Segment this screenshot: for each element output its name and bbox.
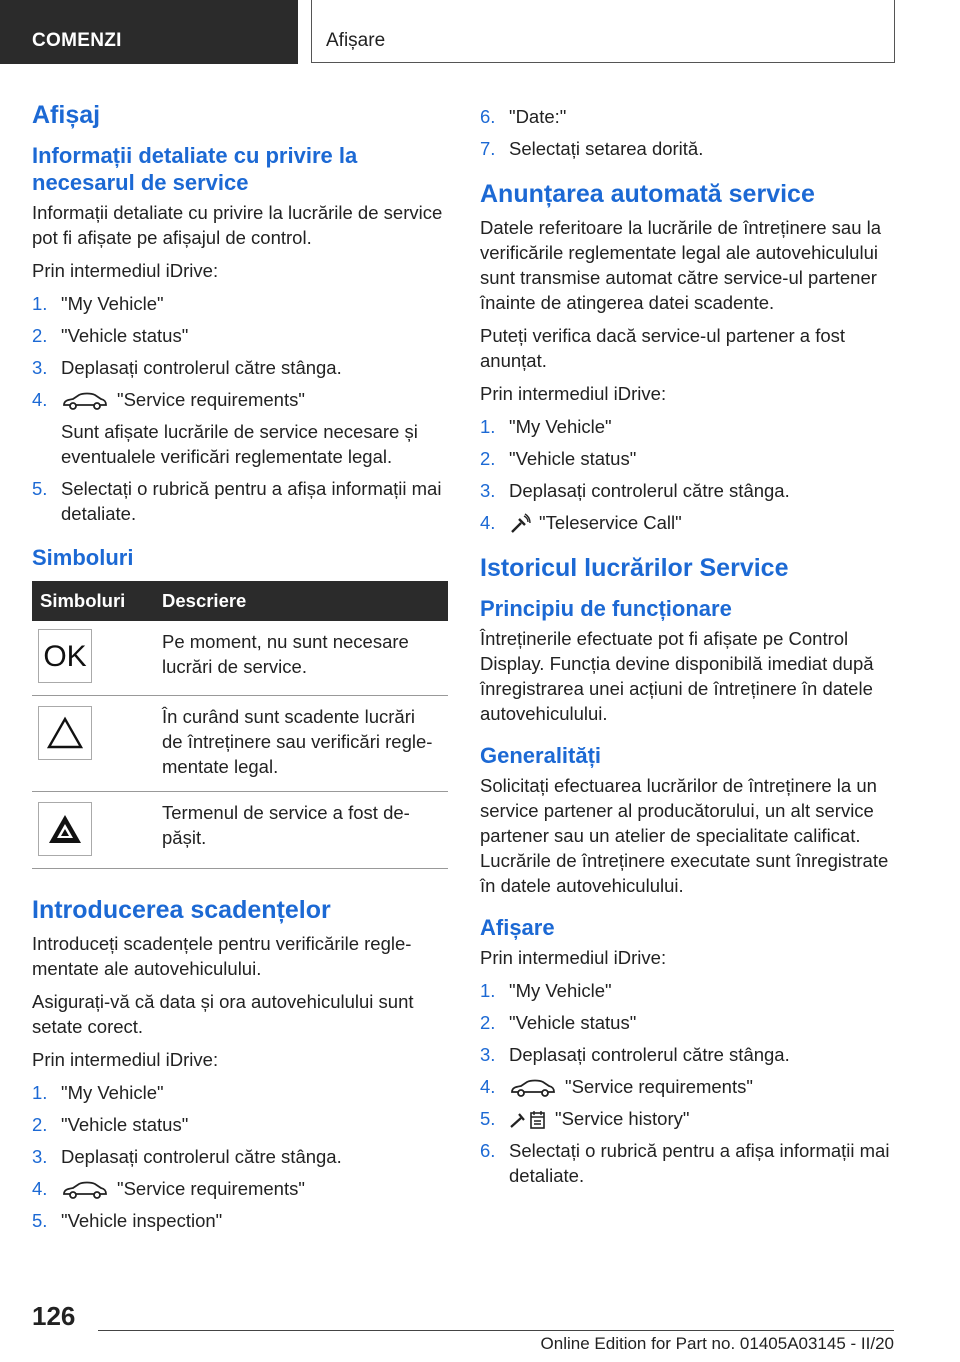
page-number: 126	[32, 1301, 76, 1331]
list-item: 7. Selectați setarea dorită.	[480, 138, 704, 159]
steps-list	[480, 978, 894, 1188]
list-item: 2. "Vehicle status"	[480, 448, 637, 469]
table-row: OK Pe moment, nu sunt necesare lucrări de service.	[32, 621, 448, 696]
teleservice-wrench-icon	[509, 513, 531, 535]
list-item: 3. Deplasați controlerul către stânga.	[480, 480, 790, 501]
paragraph: Prin intermediul iDrive:	[32, 1049, 219, 1070]
paragraph: Prin intermediul iDrive:	[32, 260, 219, 281]
list-item: 1. "My Vehicle"	[480, 416, 612, 437]
symbols-table	[32, 581, 448, 869]
heading-principiu: Principiu de funcționare	[480, 596, 732, 622]
heading-introducerea: Introducerea scadențelor	[32, 896, 331, 924]
header-chapter-label: Afișare	[326, 30, 386, 51]
warning-triangle-icon	[38, 706, 92, 760]
left-column	[32, 100, 448, 1243]
heading-simboluri: Simboluri	[32, 545, 134, 570]
table-row: În curând sunt scadente lucrări de întreținere sau verificări reglementate legal.	[32, 696, 448, 792]
header-chapter-tab	[311, 0, 895, 63]
paragraph: Introduceți scadențele pentru verificările reglementate ale autovehiculului.	[32, 933, 412, 979]
header-section-tab	[0, 0, 298, 64]
table-row: Termenul de service a fost depășit.	[32, 792, 448, 869]
list-item: 6. Selectați o rubrică pentru a afișa informații mai detaliate.	[480, 1140, 890, 1187]
list-item: 2. "Vehicle status"	[480, 1012, 637, 1034]
steps-list	[32, 1080, 448, 1233]
list-item: 5. Selectați o rubrică pentru a afișa informații mai detaliate.	[32, 478, 442, 524]
heading-afisaj: Afișaj	[32, 101, 101, 129]
paragraph: Prin intermediul iDrive:	[480, 383, 667, 404]
heading-generalitati: Generalități	[480, 743, 602, 769]
header-section-label: COMENZI	[32, 30, 122, 51]
list-item: 1. "My Vehicle"	[32, 293, 164, 314]
paragraph: Întreținerile efectuate pot fi afișate pe Control Display. Funcția devine disponibilă imediat după înregistrarea unei acțiuni de întreținere în datele autovehiculului.	[480, 628, 874, 725]
right-column	[480, 100, 894, 1198]
paragraph: Puteți verifica dacă service-ul partener a fost anunțat.	[480, 325, 846, 371]
list-item: 4. "Teleservice Call"	[480, 510, 894, 535]
ok-icon: OK	[38, 629, 92, 683]
list-item: 3. Deplasați controlerul către stânga.	[480, 1044, 790, 1066]
list-item: 5. "Vehicle inspection"	[32, 1210, 223, 1231]
footer-edition: Online Edition for Part no. 01405A03145 - II/20	[540, 1334, 894, 1353]
steps-list	[32, 291, 448, 526]
list-item: 4. "Service requirements"	[32, 1178, 305, 1199]
heading-anuntarea: Anunțarea automată service	[480, 180, 815, 208]
paragraph: Prin intermediul iDrive:	[480, 947, 667, 969]
paragraph: Datele referitoare la lucrările de întreținere sau la verificările reglementate legal ale autovehiculului sunt transmise automat către service-ul partener înainte de atingerea datei scadente.	[480, 217, 882, 313]
steps-list	[480, 414, 894, 535]
list-item: 3. Deplasați controlerul către stânga.	[32, 357, 342, 378]
list-item: 6. "Date:"	[480, 106, 567, 127]
heading-istoricul: Istoricul lucrărilor Service	[480, 554, 789, 583]
list-item: 5. "Service history"	[480, 1106, 894, 1131]
list-item: 2. "Vehicle status"	[32, 325, 189, 346]
paragraph: Asigurați-vă că data și ora autovehiculului sunt setate corect.	[32, 991, 414, 1037]
table-header: Simboluri	[32, 581, 154, 621]
paragraph: Informații detaliate cu privire la lucrările de service pot fi afișate pe afișajul de control.	[32, 202, 443, 248]
paragraph: Solicitați efectuarea lucrărilor de întreținere la un service partener al producătorului, un alt service partener sau un atelier de specialitate calificat. Lucrările de întreținere executate sunt înregistrate în datele autovehiculului.	[480, 775, 889, 897]
heading-service-info: Informații detaliate cu privire la necesarul de service	[32, 143, 358, 195]
list-item: 4. "Service requirements"	[480, 1076, 753, 1098]
service-history-icon	[509, 1109, 547, 1131]
steps-list	[480, 104, 894, 161]
list-item: 1. "My Vehicle"	[480, 980, 612, 1002]
heading-afisare: Afișare	[480, 915, 555, 941]
overdue-triangle-icon	[38, 802, 92, 856]
list-item: 4. "Service requirements" Sunt afișate lucrările de service necesare și eventualele verificări reglementate legal.	[32, 389, 418, 467]
list-item: 1. "My Vehicle"	[32, 1082, 164, 1103]
car-icon	[509, 1078, 557, 1098]
car-icon	[61, 391, 109, 411]
footer-divider	[98, 1330, 894, 1331]
table-header: Descriere	[154, 581, 448, 621]
car-icon	[61, 1180, 109, 1200]
list-item: 2. "Vehicle status"	[32, 1114, 189, 1135]
list-item: 3. Deplasați controlerul către stânga.	[32, 1146, 342, 1167]
